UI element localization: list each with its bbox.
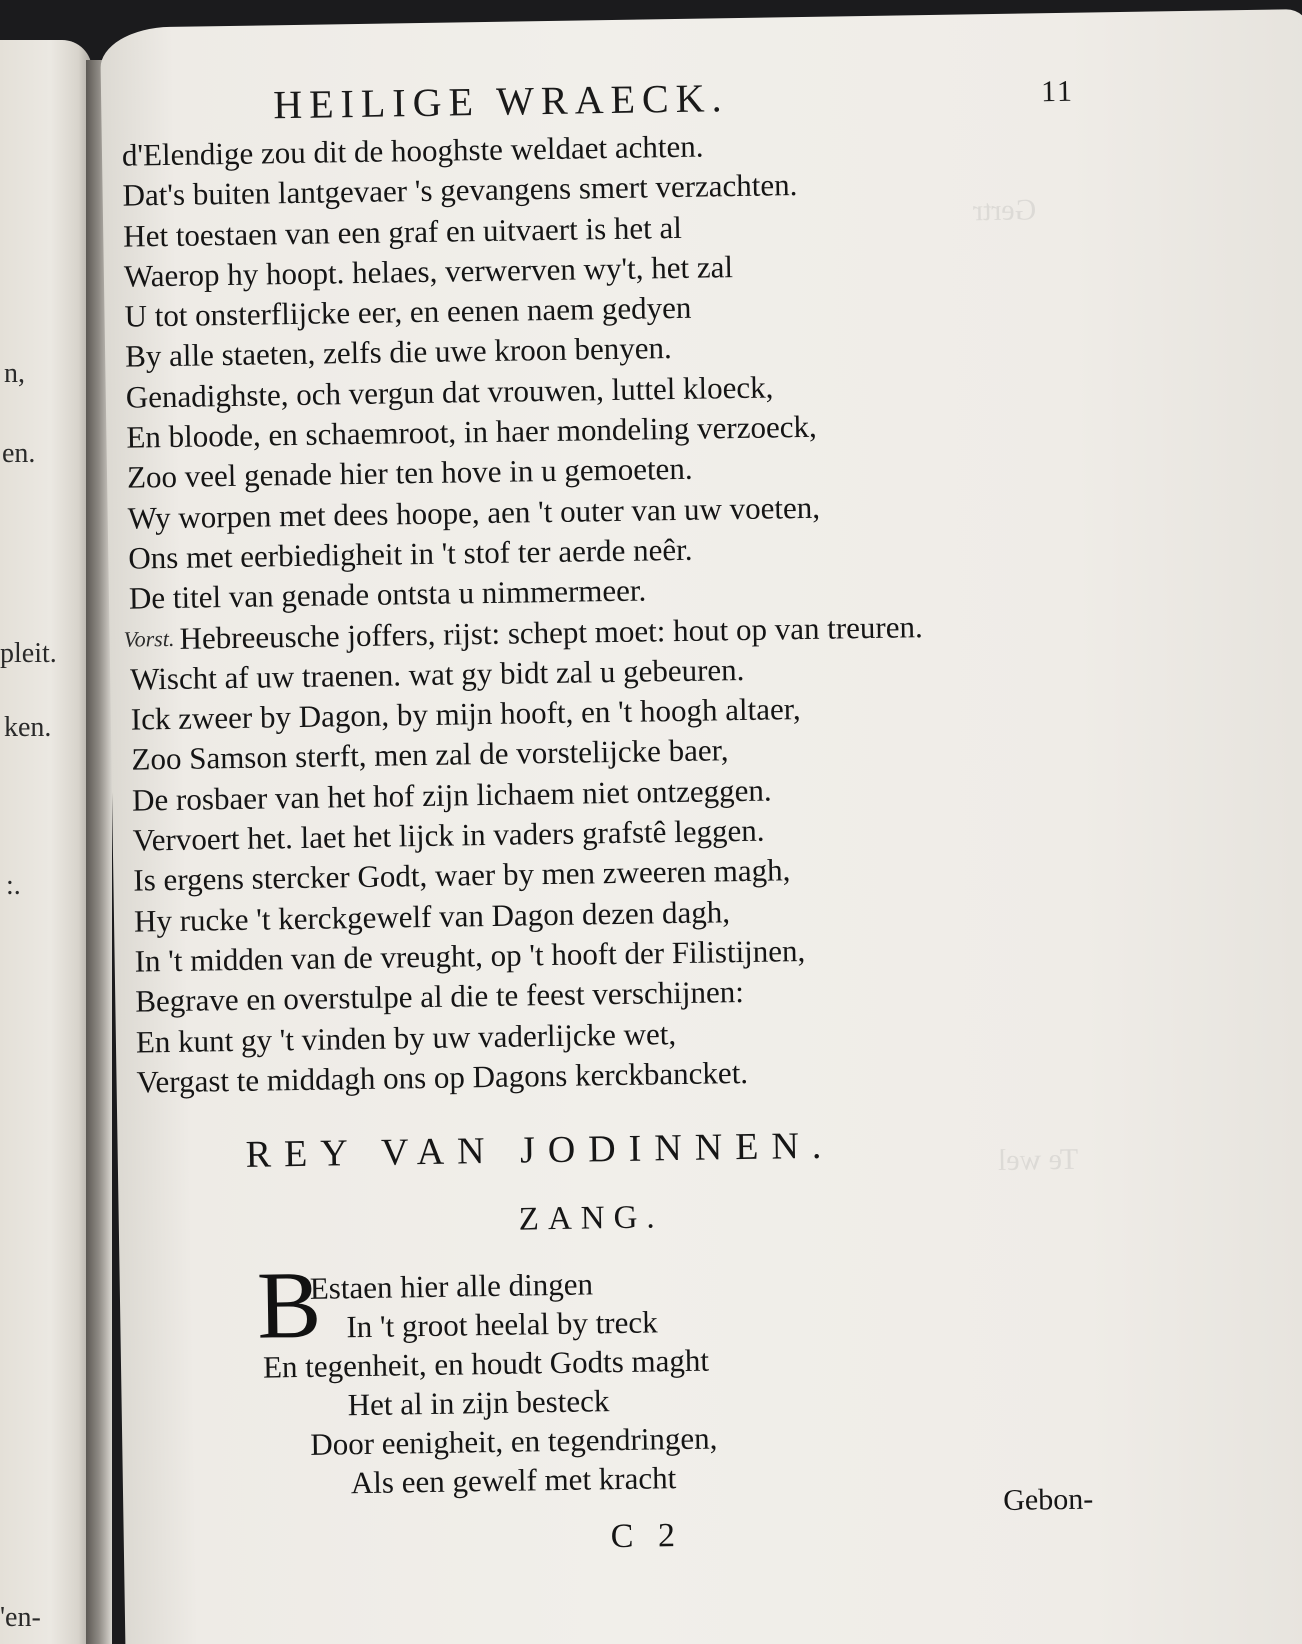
verse-line: Het toestaen van een graf en uitvaert is het al [122, 209, 683, 254]
verse-line: En bloode, en schaemroot, in haer mondeling verzoeck, [126, 408, 817, 455]
verse-line: By alle staeten, zelfs die uwe kroon benyen. [124, 330, 672, 375]
book-page [100, 9, 1302, 1644]
catchword: Gebon- [1002, 1482, 1094, 1517]
left-page-fragment: pleit. [0, 638, 57, 669]
song-line: Als een gewelf met kracht [350, 1460, 677, 1501]
left-page-fragment: 'en- [0, 1602, 41, 1633]
song-line: In 't groot heelal by treck [346, 1304, 658, 1345]
previous-page-edge [0, 40, 92, 1644]
show-through-text: Gertr [972, 193, 1037, 228]
page-number: 11 [1040, 74, 1075, 109]
verse-line: d'Elendige zou dit de hooghste weldaet achten. [121, 128, 704, 173]
verse-line: En kunt gy 't vinden by uw vaderlijcke wet, [135, 1015, 677, 1060]
speaker-label: Vorst. [123, 625, 175, 652]
left-page-fragment: n, [4, 358, 25, 389]
signature-mark: C 2 [610, 1517, 684, 1556]
verse-line: Genadighste, och vergun dat vrouwen, luttel kloeck, [125, 369, 774, 415]
song-line: Het al in zijn besteck [347, 1383, 610, 1423]
verse-line: Vergast te middagh ons op Dagons kerckbancket. [136, 1054, 749, 1100]
song-heading: ZANG. [518, 1199, 664, 1238]
drop-capital: B [256, 1250, 322, 1359]
running-head: HEILIGE WRAECK. [272, 75, 729, 128]
verse-line: De titel van genade ontsta u nimmermeer. [128, 572, 647, 616]
verse-line: De rosbaer van het hof zijn lichaem niet ontzeggen. [131, 772, 772, 818]
verse-line: Ons met eerbiedigheit in 't stof ter aerde neêr. [128, 531, 693, 576]
verse-line: Wy worpen met dees hoope, aen 't outer van uw voeten, [127, 489, 821, 536]
verse-line: In 't midden van de vreught, op 't hooft der Filistijnen, [134, 932, 806, 979]
verse-line: Zoo Samson sterft, men zal de vorstelijcke baer, [131, 732, 729, 778]
verse-line: U tot onsterflijcke eer, en eenen naem gedyen [124, 289, 692, 334]
left-page-fragment: en. [2, 438, 36, 469]
verse-line: Begrave en overstulpe al die te feest verschijnen: [135, 974, 745, 1019]
verse-line: Vervoert het. laet het lijck in vaders grafstê leggen. [132, 812, 765, 858]
verse-line: Zoo veel genade hier ten hove in u gemoeten. [126, 451, 693, 496]
song-line: Estaen hier alle dingen [309, 1266, 594, 1306]
left-page-fragment: :. [6, 870, 21, 901]
song-line: En tegenheit, en houdt Godts maght [262, 1342, 710, 1385]
verse-line: Wischt af uw traenen. wat gy bidt zal u gebeuren. [129, 651, 745, 697]
verse-line: Hy rucke 't kerckgewelf van Dagon dezen dagh, [133, 893, 731, 939]
verse-line: Hebreeusche joffers, rijst: schept moet: hout op van treuren. [179, 608, 923, 656]
show-through-text: Te wel [997, 1142, 1079, 1178]
verse-line: Is ergens stercker Godt, waer by men zweeren magh, [133, 852, 791, 898]
song-line: Door eenigheit, en tegendringen, [309, 1420, 718, 1462]
verse-line: Dat's buiten lantgevaer 's gevangens smert verzachten. [122, 167, 798, 213]
verse-line: Waerop hy hoopt. helaes, verwerven wy't, het zal [123, 248, 734, 294]
song-block [120, 1250, 1124, 1506]
verse-line: Ick zweer by Dagon, by mijn hooft, en 't hoogh altaer, [130, 691, 801, 737]
section-title: REY VAN JODINNEN. [245, 1124, 835, 1176]
left-page-fragment: ken. [4, 712, 52, 743]
verse-block [122, 120, 1137, 1103]
